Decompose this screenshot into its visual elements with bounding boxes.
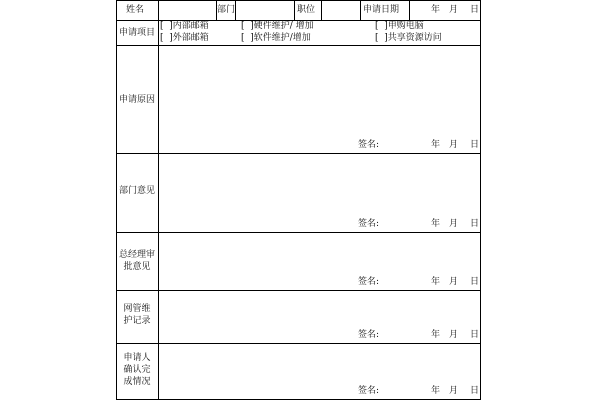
confirm-textarea[interactable] — [159, 344, 480, 384]
dept-opinion-month: 月 — [449, 219, 459, 229]
dept-opinion-textarea[interactable] — [159, 154, 480, 218]
checkbox-bracket-close: ] — [169, 21, 173, 31]
dept-opinion-day: 日 — [470, 219, 480, 229]
dept-label: 部门 — [217, 5, 236, 15]
confirm-day: 日 — [470, 386, 480, 396]
position-field[interactable] — [322, 1, 360, 20]
confirm-label: 申请人确认完成情况 — [123, 353, 151, 387]
it-maintenance-month: 月 — [449, 330, 459, 340]
name-field[interactable] — [159, 1, 216, 20]
dept-opinion-year: 年 — [431, 219, 441, 229]
apply-day-unit: 日 — [470, 5, 480, 15]
name-label: 姓名 — [126, 5, 145, 15]
confirm-year: 年 — [431, 386, 441, 396]
option-label: 内部邮箱 — [172, 21, 209, 31]
checkbox-bracket-open: [ — [241, 33, 245, 43]
header-divider-5 — [360, 0, 361, 20]
checkbox-bracket-open: [ — [160, 21, 164, 31]
gm-approval-signature: 签名: — [358, 277, 380, 287]
gm-approval-month: 月 — [449, 277, 459, 287]
checkbox-bracket-open: [ — [241, 21, 245, 31]
it-maintenance-day: 日 — [470, 330, 480, 340]
checkbox-bracket-open: [ — [375, 33, 379, 43]
gm-approval-day: 日 — [470, 277, 480, 287]
gm-approval-year: 年 — [431, 277, 441, 287]
form-border-left — [116, 0, 117, 400]
confirm-signature: 签名: — [358, 386, 380, 396]
checkbox-bracket-close: ] — [250, 33, 254, 43]
it-maintenance-textarea[interactable] — [159, 291, 480, 329]
items-label: 申请项目 — [118, 28, 155, 38]
reason-year: 年 — [431, 140, 441, 150]
position-label: 职位 — [297, 5, 316, 15]
it-maintenance-year: 年 — [431, 330, 441, 340]
dept-opinion-label: 部门意见 — [118, 186, 155, 196]
apply-year-unit: 年 — [431, 5, 441, 15]
reason-month: 月 — [449, 140, 459, 150]
apply-month-unit: 月 — [449, 5, 459, 15]
it-request-form — [116, 0, 481, 400]
reason-label: 申请原因 — [118, 95, 155, 105]
option-hardware[interactable] — [241, 21, 314, 32]
checkbox-bracket-close: ] — [169, 33, 173, 43]
checkbox-bracket-close: ] — [384, 33, 388, 43]
option-label: 共享资源访问 — [387, 33, 442, 43]
checkbox-bracket-close: ] — [250, 21, 254, 31]
confirm-month: 月 — [449, 386, 459, 396]
option-label: 硬件维护/ 增加 — [253, 21, 314, 31]
reason-day: 日 — [470, 140, 480, 150]
dept-field[interactable] — [236, 1, 294, 20]
header-divider-3 — [294, 0, 295, 20]
reason-textarea[interactable] — [159, 46, 480, 140]
option-label: 软件维护/增加 — [253, 33, 311, 43]
dept-opinion-signature: 签名: — [358, 219, 380, 229]
form-border-right — [480, 0, 481, 400]
gm-approval-textarea[interactable] — [159, 233, 480, 276]
option-label: 申购电脑 — [387, 21, 424, 31]
option-external-mail[interactable] — [160, 33, 209, 44]
option-label: 外部邮箱 — [172, 33, 209, 43]
option-software[interactable] — [241, 33, 311, 44]
it-maintenance-label: 网管维护记录 — [123, 304, 151, 326]
checkbox-bracket-open: [ — [160, 33, 164, 43]
option-buy-computer[interactable] — [375, 21, 424, 32]
apply-date-label: 申请日期 — [363, 5, 400, 15]
gm-approval-label: 总经理审批意见 — [119, 250, 156, 272]
option-internal-mail[interactable] — [160, 21, 209, 32]
reason-signature: 签名: — [358, 140, 380, 150]
it-maintenance-signature: 签名: — [358, 330, 380, 340]
checkbox-bracket-close: ] — [384, 21, 388, 31]
option-shared-resource[interactable] — [375, 33, 442, 44]
checkbox-bracket-open: [ — [375, 21, 379, 31]
